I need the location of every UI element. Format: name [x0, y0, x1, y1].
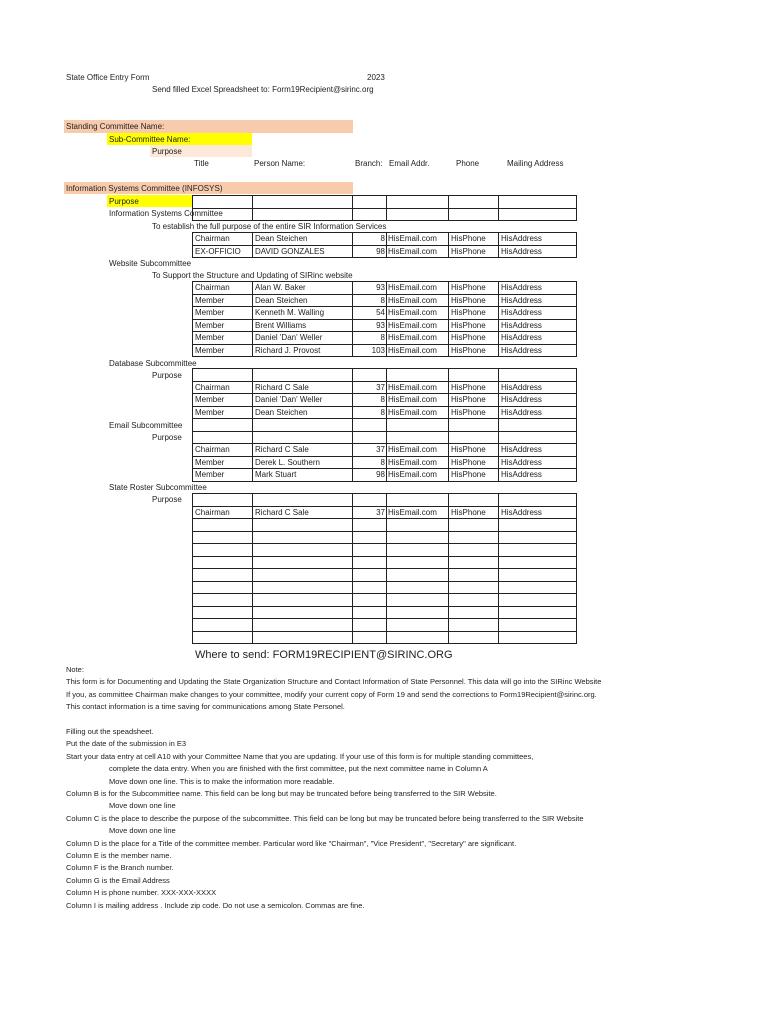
member-title: Member [193, 344, 253, 357]
member-address: HisAddress [499, 245, 577, 258]
instruction-line: Column F is the Branch number. [66, 863, 174, 873]
member-name: Alan W. Baker [253, 282, 353, 295]
member-email: HisEmail.com [387, 307, 449, 320]
note-line: Note: [66, 665, 84, 674]
member-address: HisAddress [499, 332, 577, 345]
table-row [193, 519, 577, 532]
sub1-name: Information Systems Committee [109, 209, 223, 218]
member-phone: HisPhone [449, 319, 499, 332]
table-row [193, 556, 577, 569]
member-address: HisAddress [499, 394, 577, 407]
member-name: DAVID GONZALES [253, 245, 353, 258]
member-name: Daniel 'Dan' Weller [253, 332, 353, 345]
member-phone: HisPhone [449, 456, 499, 469]
member-name: Dean Steichen [253, 294, 353, 307]
member-address: HisAddress [499, 456, 577, 469]
member-branch: 8 [353, 332, 387, 345]
member-phone: HisPhone [449, 381, 499, 394]
table-row [193, 369, 577, 382]
col-header-email: Email Addr. [389, 159, 430, 168]
subcommittee-label: Sub-Committee Name: [109, 135, 191, 144]
member-branch: 98 [353, 245, 387, 258]
member-branch: 8 [353, 406, 387, 419]
member-name: Richard J. Provost [253, 344, 353, 357]
committee-empty-grid [192, 195, 577, 221]
member-title: Member [193, 456, 253, 469]
where-to-send: Where to send: FORM19RECIPIENT@SIRINC.ORG [195, 649, 453, 661]
instruction-line: Column D is the place for a Title of the committee member. Particular word like "Chairman", "Vice President", "Secretary" are significant. [66, 838, 517, 848]
table-row [193, 619, 577, 632]
col-header-branch: Branch: [355, 159, 383, 168]
member-email: HisEmail.com [387, 332, 449, 345]
instruction-line: Column H is phone number. XXX-XXX-XXXX [66, 888, 217, 898]
note-line: If you, as committee Chairman make changes to your committee, modify your current copy of Form 19 and send the corrections to Form19Recipient@sirinc.org. [66, 689, 597, 699]
member-branch: 54 [353, 307, 387, 320]
member-title: Member [193, 294, 253, 307]
committee-purpose-label: Purpose [109, 197, 139, 206]
table-row [193, 594, 577, 607]
member-phone: HisPhone [449, 245, 499, 258]
member-address: HisAddress [499, 444, 577, 457]
table-row [193, 406, 577, 419]
member-name: Derek L. Southern [253, 456, 353, 469]
form-year: 2023 [367, 73, 385, 82]
table-row [193, 344, 577, 357]
table-row [193, 233, 577, 246]
member-name: Dean Steichen [253, 406, 353, 419]
member-email: HisEmail.com [387, 233, 449, 246]
table-row [193, 569, 577, 582]
table-row [193, 394, 577, 407]
member-title: Member [193, 332, 253, 345]
instruction-line: Filling out the speadsheet. [66, 727, 154, 736]
member-phone: HisPhone [449, 344, 499, 357]
member-branch: 8 [353, 394, 387, 407]
notes-block [66, 664, 601, 714]
member-title: Chairman [193, 282, 253, 295]
member-address: HisAddress [499, 307, 577, 320]
member-email: HisEmail.com [387, 294, 449, 307]
member-title: Chairman [193, 506, 253, 519]
member-address: HisAddress [499, 282, 577, 295]
member-email: HisEmail.com [387, 319, 449, 332]
instruction-line: Move down one line [109, 826, 176, 836]
instruction-line: Column C is the place to describe the purpose of the subcommittee. This field can be long but may be truncated before being transferred to the SIR Website [66, 813, 584, 823]
member-branch: 103 [353, 344, 387, 357]
member-phone: HisPhone [449, 294, 499, 307]
member-branch: 37 [353, 381, 387, 394]
member-email: HisEmail.com [387, 444, 449, 457]
member-title: Member [193, 394, 253, 407]
instruction-line: Column E is the member name. [66, 851, 172, 861]
table-row [193, 531, 577, 544]
member-email: HisEmail.com [387, 282, 449, 295]
table-row [193, 631, 577, 644]
standing-committee-label: Standing Committee Name: [66, 122, 165, 131]
member-title: Chairman [193, 233, 253, 246]
member-phone: HisPhone [449, 469, 499, 482]
table-row [193, 506, 577, 519]
member-address: HisAddress [499, 294, 577, 307]
member-phone: HisPhone [449, 406, 499, 419]
instructions-block [66, 726, 584, 912]
member-title: Member [193, 406, 253, 419]
table-row [193, 581, 577, 594]
member-address: HisAddress [499, 469, 577, 482]
member-title: Member [193, 307, 253, 320]
member-name: Kenneth M. Walling [253, 307, 353, 320]
member-email: HisEmail.com [387, 406, 449, 419]
sub2-purpose: To Support the Structure and Updating of SIRinc website [152, 271, 353, 280]
col-header-person: Person Name: [254, 159, 306, 168]
member-name: Richard C Sale [253, 381, 353, 394]
committee-name: Information Systems Committee (INFOSYS) [66, 184, 223, 193]
form-title: State Office Entry Form [66, 73, 150, 82]
table-row [193, 282, 577, 295]
col-header-mailing: Mailing Address [507, 159, 564, 168]
instruction-line: Put the date of the submission in E3 [66, 739, 187, 749]
member-title: Member [193, 469, 253, 482]
purpose-label: Purpose [152, 147, 182, 156]
table-row [193, 456, 577, 469]
instruction-line: complete the data entry. When you are finished with the first committee, put the next committee name in Column A [109, 764, 488, 774]
sub5-purpose-label: Purpose [152, 495, 182, 504]
member-phone: HisPhone [449, 307, 499, 320]
table-row [193, 381, 577, 394]
table-row [193, 196, 577, 209]
member-name: Daniel 'Dan' Weller [253, 394, 353, 407]
sub2-name: Website Subcommittee [109, 259, 192, 268]
member-email: HisEmail.com [387, 469, 449, 482]
col-header-title: Title [194, 159, 209, 168]
sub2-table [192, 281, 577, 357]
member-phone: HisPhone [449, 233, 499, 246]
member-branch: 8 [353, 233, 387, 246]
table-row [193, 208, 577, 221]
member-name: Mark Stuart [253, 469, 353, 482]
table-row [193, 245, 577, 258]
instruction-line: Start your data entry at cell A10 with your Committee Name that you are updating. If your use of this form is for multiple standing committees, [66, 751, 534, 761]
member-email: HisEmail.com [387, 344, 449, 357]
note-line: This form is for Documenting and Updating the State Organization Structure and Contact Information of State Personnel. This data will go into the SIRinc Website [66, 677, 602, 687]
member-phone: HisPhone [449, 332, 499, 345]
member-branch: 93 [353, 282, 387, 295]
member-name: Brent Williams [253, 319, 353, 332]
member-address: HisAddress [499, 233, 577, 246]
table-row [193, 332, 577, 345]
sub4-name: Email Subcommittee [109, 421, 183, 430]
member-address: HisAddress [499, 344, 577, 357]
instruction-line: Column B is for the Subcommittee name. This field can be long but may be truncated before being transferred to the SIR Website. [66, 789, 497, 799]
table-row [193, 606, 577, 619]
sub1-purpose: To establish the full purpose of the entire SIR Information Services [152, 222, 387, 231]
table-row [193, 444, 577, 457]
member-phone: HisPhone [449, 506, 499, 519]
table-row [193, 494, 577, 507]
member-branch: 98 [353, 469, 387, 482]
member-branch: 8 [353, 456, 387, 469]
member-title: Member [193, 319, 253, 332]
instruction-line: Column G is the Email Address [66, 875, 170, 885]
member-address: HisAddress [499, 319, 577, 332]
member-branch: 37 [353, 506, 387, 519]
table-row [193, 319, 577, 332]
member-email: HisEmail.com [387, 506, 449, 519]
member-name: Richard C Sale [253, 506, 353, 519]
sub1-table [192, 232, 577, 258]
member-address: HisAddress [499, 506, 577, 519]
sub3-name: Database Subcommittee [109, 359, 197, 368]
member-title: Chairman [193, 444, 253, 457]
sub3-purpose-label: Purpose [152, 371, 182, 380]
table-row [193, 307, 577, 320]
member-address: HisAddress [499, 406, 577, 419]
table-row [193, 544, 577, 557]
sub5-table [192, 493, 577, 644]
member-email: HisEmail.com [387, 456, 449, 469]
col-header-phone: Phone [456, 159, 480, 168]
sub5-name: State Roster Subcommittee [109, 483, 207, 492]
member-branch: 37 [353, 444, 387, 457]
instruction-line: Move down one line [109, 801, 176, 811]
table-row [193, 294, 577, 307]
member-address: HisAddress [499, 381, 577, 394]
table-row [193, 419, 577, 432]
member-branch: 8 [353, 294, 387, 307]
member-title: Chairman [193, 381, 253, 394]
member-phone: HisPhone [449, 282, 499, 295]
member-name: Richard C Sale [253, 444, 353, 457]
instruction-line: Column I is mailing address . Include zip code. Do not use a semicolon. Commas are fine. [66, 900, 365, 910]
member-name: Dean Steichen [253, 233, 353, 246]
member-email: HisEmail.com [387, 381, 449, 394]
table-row [193, 469, 577, 482]
table-row [193, 431, 577, 444]
member-email: HisEmail.com [387, 394, 449, 407]
member-phone: HisPhone [449, 444, 499, 457]
member-title: EX-OFFICIO [193, 245, 253, 258]
note-line: This contact information is a time saving for communications among State Personel. [66, 702, 345, 712]
sub4-purpose-label: Purpose [152, 433, 182, 442]
send-instruction: Send filled Excel Spreadsheet to: Form19Recipient@sirinc.org [152, 85, 374, 94]
member-branch: 93 [353, 319, 387, 332]
sub3-table [192, 368, 577, 419]
instruction-line: Move down one line. This is to make the information more readable. [109, 776, 335, 786]
member-email: HisEmail.com [387, 245, 449, 258]
member-phone: HisPhone [449, 394, 499, 407]
sub4-table [192, 418, 577, 482]
